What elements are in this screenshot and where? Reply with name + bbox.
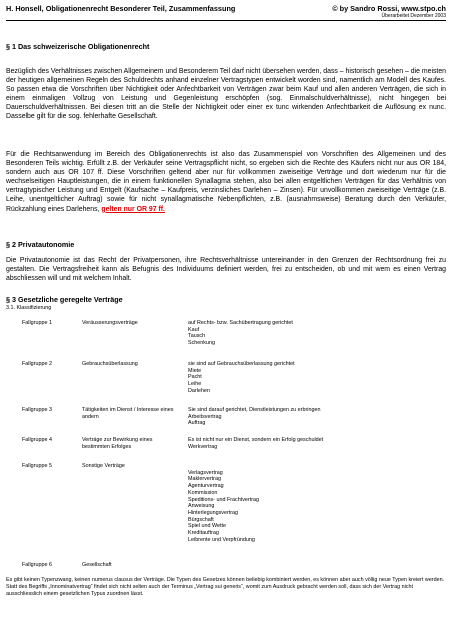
group-6-description: Gesellschaft	[82, 562, 112, 568]
section-3-title: § 3 Gesetzliche geregelte Verträge	[6, 295, 123, 304]
group-1-items: auf Rechts- bzw. Sachübertragung gerichtet Kauf Tausch Schenkung	[188, 320, 293, 347]
group-2-items: sie sind auf Gebrauchsüberlassung gerichtet Miete Pacht Leihe Darlehen	[188, 361, 295, 394]
group-5-name: Fallgruppe 5	[22, 463, 52, 469]
group-2-name: Fallgruppe 2	[22, 361, 52, 367]
header-rule	[6, 20, 446, 21]
group-1-description: Veräusserungsverträge	[82, 320, 138, 326]
group-5-items: Verlagsvertrag Maklervertrag Agenturvertrag Kommission Speditions- und Frachtvertrag Anweisung Hinterlegungsvertrag Bürgschaft Spiel und Wette Kreditauftrag Leibrente und Verpfründung	[188, 469, 260, 543]
header-copyright: © by Sandro Rossi, www.stpo.ch	[332, 4, 446, 13]
group-4-items: Es ist nicht nur ein Dienst, sondern ein Erfolg geschuldet Werkvertrag	[188, 437, 324, 450]
group-2-description: Gebrauchsüberlassung	[82, 361, 138, 367]
section-2-paragraph: Die Privatautonomie ist das Recht der Privatpersonen, ihre Rechtsverhältnisse untereinander in den Grenzen der Rechtsordnung frei zu gestalten. Die Vertragsfreiheit kann als Befugnis des Individuums definiert werden, frei zu entscheiden, ob und mit wem es einen Vertrag abschliessen will und mit welchem Inhalt.	[6, 257, 446, 283]
group-5-description: Sonstige Verträge	[82, 463, 125, 469]
group-3-items: Sie sind darauf gerichtet, Dienstleistungen zu erbringen Arbeitsvertrag Auftrag	[188, 407, 321, 427]
section-2-title: § 2 Privatautonomie	[6, 240, 75, 249]
group-3-description: Tätigkeiten im Dienst / Interesse eines andern	[82, 407, 174, 420]
legal-reference-highlight: gelten nur OR 97 ff.	[101, 205, 165, 213]
group-1-name: Fallgruppe 1	[22, 320, 52, 326]
revision-note: Überarbeitet Dezember 2003	[381, 13, 446, 19]
group-3-name: Fallgruppe 3	[22, 407, 52, 413]
section-1-title: § 1 Das schweizerische Obligationenrecht	[6, 42, 150, 51]
section-1-paragraph-1: Bezüglich des Verhältnisses zwischen Allgemeinem und Besonderem Teil darf nicht übersehen werden, dass – historisch gesehen – die meisten der heutigen allgemeinen Regeln des Schuldrechts anhand einzelner Vertragstypen entwickelt worden sind, namentlich am Modell des Kaufes. So passen etwa die Vorschriften über Nichtigkeit oder Anfechtbarkeit von Verträgen zwar beim Kauf und allen anderen Verträgen, die sich in einem einmaligen Vollzug von Leistung und Gegenleistung erschöpfen (sog. Einmalschuldverhältnisse), nicht hingegen bei Dauerschuldverhältnissen. Bei diesen tritt an die Stelle der Nichtigkeit oder einer ex tunc wirkenden Anfechtbarkeit die Auflösung ex nunc. Dasselbe gilt für die sog. fehlerhafte Gesellschaft.	[6, 68, 446, 121]
section-1-paragraph-2-text: Für die Rechtsanwendung im Bereich des Obligationenrechts ist also das Zusammenspiel von Vorschriften des Allgemeinen und des Besonderen Teils wichtig. Erfüllt z.B. der Verkäufer seine Vertragspflicht nicht, so ergeben sich die Rechte des Käufers nicht nur aus OR 184, sondern auch aus OR 107 ff. Diese Vorschriften geltend aber nur für vollkommen zweiseitige Verträge und dort wiederum nur für die wechselseitigen Hauptleistungen, die in einem funktionellen Synallagma stehen, also bei allen entgeltlichen Verträgen für das Verhältnis von vertragtypischer Leistung und Entgelt (Kaufsache – Kaufpreis, verzinsliches Darlehen – Zinsen). Für unvollkommen zweiseitige Verträge (z.B. Leihe, unentgeltlicher Auftrag) sowie für nicht synallagmatische Nebenpflichten, z.B. (ausnahmsweise) Beratung durch den Verkäufer, Rückzahlung eines Darlehens,	[6, 151, 446, 213]
section-1-paragraph-2	[6, 150, 446, 214]
group-4-description: Verträge zur Bewirkung eines bestimmten Erfolges	[82, 437, 153, 450]
subsection-3-1-title: 3.1. Klassifizierung	[6, 305, 52, 311]
group-6-name: Fallgruppe 6	[22, 562, 52, 568]
page-header	[6, 4, 446, 13]
group-4-name: Fallgruppe 4	[22, 437, 52, 443]
footer-paragraph: Es gibt keinen Typenzwang, keinen numerus clausus der Verträge. Die Typen des Gesetzes können beliebig kombiniert werden, es können aber auch völlig neue Typen kreiert werden. Statt des Begriffs „Innominatvertrag“ findet sich nicht selten auch der Terminus „Vertrag sui generis“, womit zum Ausdruck gebracht werden soll, dass sich der Vertrag nicht ausschliesslich einem gesetzlichen Typus zuordnen lässt.	[6, 577, 445, 597]
header-title: H. Honsell, Obligationenrecht Besonderer Teil, Zusammenfassung	[6, 4, 236, 13]
